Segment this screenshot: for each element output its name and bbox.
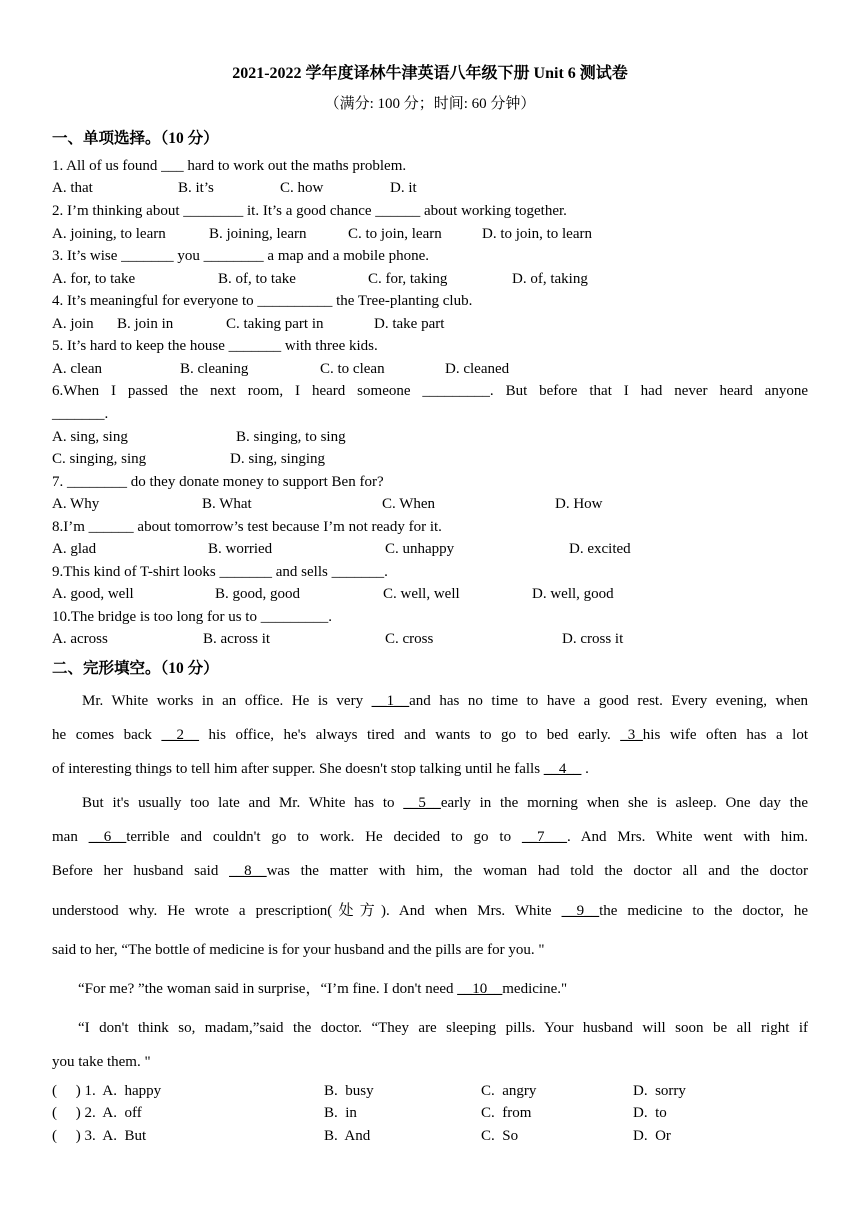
section-1-heading: 一、单项选择。（10 分） — [52, 130, 219, 147]
q10-option-c: C. cross — [385, 631, 434, 647]
passage-text: his office, he's always tired and wants to go to bed early. — [198, 727, 621, 743]
blank-3: _3_ — [620, 727, 643, 743]
q6-option-c: C. singing, sing — [52, 451, 147, 467]
q3-option-a: A. for, to take — [52, 271, 136, 287]
answer-option-c: C. angry — [481, 1083, 537, 1099]
passage-p3 — [52, 979, 834, 999]
answer-row-num: ( ) 3. A. But — [52, 1128, 147, 1144]
answer-option-b: B. in — [324, 1105, 357, 1121]
q10-option-b: B. across it — [203, 631, 271, 647]
q2-option-d: D. to join, to learn — [482, 226, 592, 242]
question-3: 3. It’s wise _______ you ________ a map and a mobile phone. — [52, 248, 430, 264]
q3-option-d: D. of, taking — [512, 271, 588, 287]
answer-option-b: B. And — [324, 1128, 371, 1144]
q8-option-a: A. glad — [52, 541, 97, 557]
passage-text: understood why. He wrote a prescription(处方). And when Mrs. White — [52, 903, 562, 919]
q8-option-c: C. unhappy — [385, 541, 455, 557]
passage-p4-line-2: you take them. " — [52, 1054, 151, 1070]
question-8: 8.I’m ______ about tomorrow’s test because I’m not ready for it. — [52, 519, 442, 535]
answer-option-d: D. to — [633, 1105, 667, 1121]
passage-p2-line-2 — [52, 827, 808, 847]
q1-option-a: A. that — [52, 180, 93, 196]
question-2: 2. I’m thinking about ________ it. It’s a good chance ______ about working together. — [52, 203, 567, 219]
q4-option-b: B. join in — [117, 316, 174, 332]
passage-text: his wife often has a lot — [642, 727, 809, 743]
passage-text: was the matter with him, the woman had told the doctor all and the doctor — [266, 863, 808, 879]
passage-text: man — [52, 829, 89, 845]
question-7: 7. ________ do they donate money to support Ben for? — [52, 474, 384, 490]
answer-option-d: D. sorry — [633, 1083, 686, 1099]
question-4: 4. It’s meaningful for everyone to __________ the Tree-planting club. — [52, 293, 473, 309]
q5-option-c: C. to clean — [320, 361, 385, 377]
passage-p1-line-2 — [52, 725, 808, 745]
q6-option-b: B. singing, to sing — [236, 429, 346, 445]
q8-option-d: D. excited — [569, 541, 631, 557]
passage-text: the medicine to the doctor, he — [599, 903, 809, 919]
passage-p2-line-4 — [52, 901, 808, 921]
passage-p2-line-1 — [52, 793, 808, 813]
passage-text: of interesting things to tell him after supper. She doesn't stop talking until he falls — [52, 761, 544, 777]
q2-option-a: A. joining, to learn — [52, 226, 166, 242]
q10-option-d: D. cross it — [562, 631, 624, 647]
q10-option-a: A. across — [52, 631, 108, 647]
question-6-line-2: _______. — [52, 406, 109, 422]
passage-text: Mr. White works in an office. He is very — [82, 693, 372, 709]
blank-5: __5__ — [403, 795, 441, 811]
q9-option-b: B. good, good — [215, 586, 301, 602]
q7-option-a: A. Why — [52, 496, 100, 512]
answer-row-num: ( ) 2. A. off — [52, 1105, 142, 1121]
answer-row-num: ( ) 1. A. happy — [52, 1083, 162, 1099]
q3-option-c: C. for, taking — [368, 271, 448, 287]
question-5: 5. It’s hard to keep the house _______ with three kids. — [52, 338, 378, 354]
question-6: 6.When I passed the next room, I heard someone _________. But before that I had never heard anyone — [52, 383, 808, 399]
q1-option-c: C. how — [280, 180, 324, 196]
section-2-heading: 二、完形填空。（10 分） — [52, 660, 219, 677]
answer-option-c: C. So — [481, 1128, 519, 1144]
q5-option-d: D. cleaned — [445, 361, 510, 377]
q5-option-a: A. clean — [52, 361, 102, 377]
blank-2: __2__ — [161, 727, 199, 743]
q4-option-d: D. take part — [374, 316, 445, 332]
q2-option-b: B. joining, learn — [209, 226, 307, 242]
q9-option-a: A. good, well — [52, 586, 134, 602]
q7-option-b: B. What — [202, 496, 252, 512]
question-9: 9.This kind of T-shirt looks _______ and sells _______. — [52, 564, 388, 580]
page-title: 2021-2022 学年度译林牛津英语八年级下册 Unit 6 测试卷 — [232, 65, 628, 82]
blank-7: __7___ — [521, 829, 567, 845]
blank-8: __8__ — [229, 863, 267, 879]
q6-option-a: A. sing, sing — [52, 429, 128, 445]
blank-1: __1__ — [371, 693, 410, 709]
passage-p1-line-1 — [52, 691, 808, 711]
q3-option-b: B. of, to take — [218, 271, 296, 287]
passage-p4-line-1: “I don't think so, madam,”said the doctor. “They are sleeping pills. Your husband will soon be all right if — [78, 1020, 808, 1036]
q1-option-b: B. it’s — [178, 180, 214, 196]
passage-text: and has no time to have a good rest. Every evening, when — [409, 693, 808, 709]
passage-text: medicine." — [502, 981, 568, 997]
passage-text: But it's usually too late and Mr. White has to — [82, 795, 404, 811]
q5-option-b: B. cleaning — [180, 361, 249, 377]
passage-p2-line-3 — [52, 861, 808, 881]
q2-option-c: C. to join, learn — [348, 226, 442, 242]
passage-text: . And Mrs. White went with him. — [566, 829, 809, 845]
passage-text: he comes back — [52, 727, 162, 743]
q9-option-d: D. well, good — [532, 586, 614, 602]
q9-option-c: C. well, well — [383, 586, 460, 602]
answer-option-b: B. busy — [324, 1083, 374, 1099]
question-10: 10.The bridge is too long for us to _________. — [52, 609, 332, 625]
passage-text: terrible and couldn't go to work. He decided to go to — [126, 829, 522, 845]
question-1: 1. All of us found ___ hard to work out the maths problem. — [52, 158, 407, 174]
q7-option-d: D. How — [555, 496, 603, 512]
blank-6: __6__ — [88, 829, 127, 845]
passage-text: “For me? ”the woman said in surprise，“I’m fine. I don't need — [78, 981, 458, 997]
q4-option-a: A. join — [52, 316, 94, 332]
q7-option-c: C. When — [382, 496, 436, 512]
blank-4: __4__ — [543, 761, 582, 777]
q4-option-c: C. taking part in — [226, 316, 324, 332]
q8-option-b: B. worried — [208, 541, 273, 557]
passage-text: Before her husband said — [52, 863, 230, 879]
page-subtitle: （满分: 100 分；时间: 60 分钟） — [324, 96, 536, 112]
blank-10: __10__ — [457, 981, 503, 997]
blank-9: __9__ — [561, 903, 600, 919]
answer-option-d: D. Or — [633, 1128, 671, 1144]
passage-p2-line-5: said to her, “The bottle of medicine is for your husband and the pills are for you. " — [52, 942, 545, 958]
q6-option-d: D. sing, singing — [230, 451, 326, 467]
passage-text: early in the morning when she is asleep. One day the — [440, 795, 808, 811]
q1-option-d: D. it — [390, 180, 417, 196]
passage-text: . — [581, 761, 589, 777]
passage-p1-line-3 — [52, 759, 808, 779]
answer-option-c: C. from — [481, 1105, 532, 1121]
